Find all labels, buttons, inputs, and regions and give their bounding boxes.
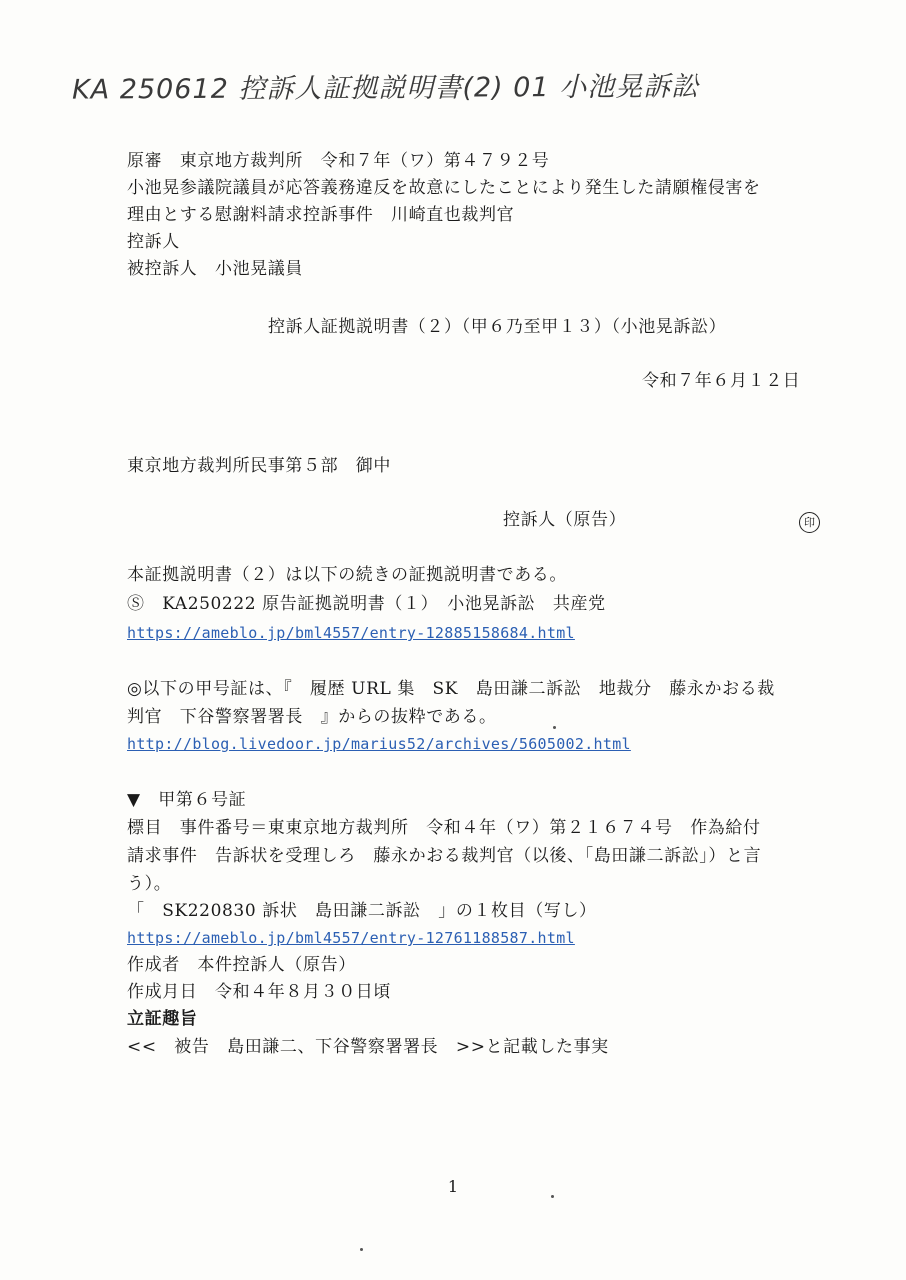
signatory: 控訴人（原告）	[503, 510, 627, 530]
intro-link[interactable]: https://ameblo.jp/bml4557/entry-12885158684.html	[127, 624, 575, 642]
exhibit6-title-2: 請求事件 告訴状を受理しろ 藤永かおる裁判官（以後、「島田謙二訴訟」）と言	[127, 846, 762, 866]
scan-speck	[553, 726, 556, 729]
excerpt-link[interactable]: http://blog.livedoor.jp/marius52/archives/5605002.html	[127, 735, 631, 753]
exhibit6-created: 作成月日 令和４年８月３０日頃	[127, 982, 391, 1002]
excerpt-line-2: 判官 下谷警察署署長 』からの抜粋である。	[127, 707, 497, 727]
purpose-heading: 立証趣旨	[127, 1009, 198, 1029]
exhibit6-document: 「 SK220830 訴状 島田謙二訴訟 」の１枚目（写し）	[127, 901, 597, 921]
exhibit6-link[interactable]: https://ameblo.jp/bml4557/entry-12761188587.html	[127, 929, 575, 947]
seal-icon: 印	[799, 512, 820, 533]
exhibit6-heading: ▼ 甲第６号証	[127, 790, 247, 810]
handwritten-header: KA 250612 控訴人証拠説明書(2) 01 小池晃訴訟	[71, 71, 700, 106]
page-number: 1	[447, 1177, 459, 1196]
exhibit6-title-3: う）。	[127, 874, 172, 894]
addressee: 東京地方裁判所民事第５部 御中	[127, 456, 391, 476]
case-line-1: 原審 東京地方裁判所 令和７年（ワ）第４７９２号	[127, 151, 550, 171]
exhibit6-title-1: 標目 事件番号＝東東京地方裁判所 令和４年（ワ）第２１６７４号 作為給付	[127, 818, 761, 838]
purpose-text: << 被告 島田謙二、下谷警察署署長 >>と記載した事実	[127, 1037, 609, 1057]
appellant-label: 控訴人	[127, 232, 180, 252]
scan-speck	[360, 1248, 363, 1251]
intro-reference: Ⓢ KA250222 原告証拠説明書（１） 小池晃訴訟 共産党	[127, 594, 606, 614]
case-line-3: 理由とする慰謝料請求控訴事件 川崎直也裁判官	[127, 205, 515, 225]
appellee-label: 被控訴人 小池晃議員	[127, 259, 303, 279]
document-title: 控訴人証拠説明書（２）（甲６乃至甲１３）（小池晃訴訟）	[268, 317, 727, 337]
exhibit6-author: 作成者 本件控訴人（原告）	[127, 955, 356, 975]
document-date: 令和７年６月１２日	[642, 371, 801, 391]
scan-speck	[551, 1195, 554, 1198]
excerpt-line-1: ◎以下の甲号証は、『 履歴 URL 集 SK 島田謙二訴訟 地裁分 藤永かおる裁	[127, 679, 775, 699]
case-line-2: 小池晃参議院議員が応答義務違反を故意にしたことにより発生した請願権侵害を	[127, 178, 761, 198]
intro-text: 本証拠説明書（２）は以下の続きの証拠説明書である。	[127, 565, 567, 585]
